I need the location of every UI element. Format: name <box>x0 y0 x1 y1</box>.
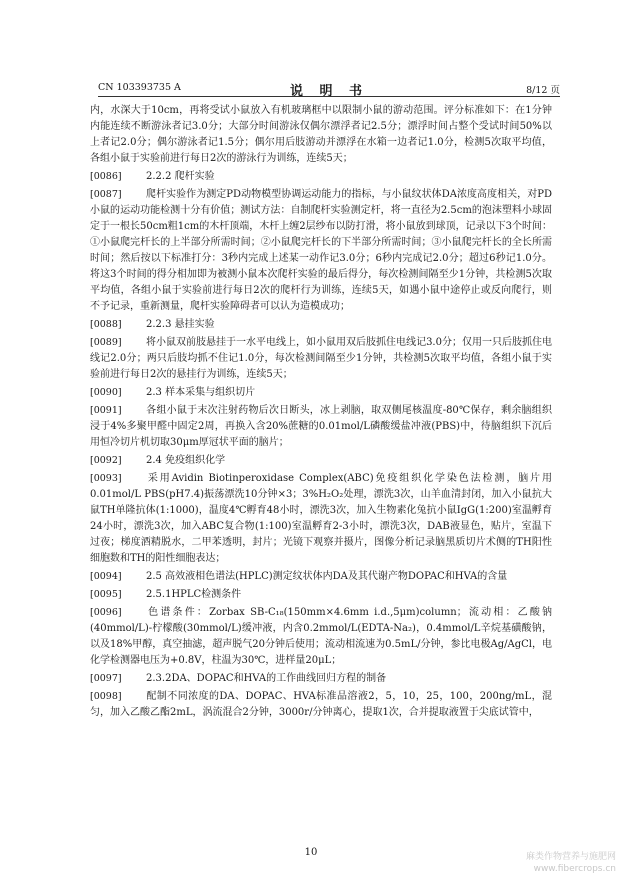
page-number: 10 <box>304 847 318 858</box>
paragraph-text: 内，水深大于10cm，再将受试小鼠放入有机玻璃框中以限制小鼠的游动范围。评分标准如下：在1分钟内能连续不断游泳者记3.0分；大部分时间游泳仅偶尔漂浮者记2.5分；漂浮时间占整个受试时间50%以上者记2.0分；偶尔游泳者记1.5分；偶尔用后肢游动并漂浮在水箱一边者记1.0分，检测5次取平均值，各组小鼠于实验前进行每日2次的游泳行为训练，连续5天； <box>90 105 552 164</box>
watermark-name: 麻类作物营养与施肥网 <box>525 852 616 862</box>
paragraph-text: 将小鼠双前肢悬挂于一水平电线上，如小鼠用双后肢抓住电线记3.0分；仅用一只后肢抓住电线记2.0分；两只后肢均抓不住记1.0分，每次检测间隔至少1分钟，共检测5次取平均值，各组小鼠于实验前进行每日2次的悬挂行为训练，连续5天； <box>90 337 552 380</box>
paragraph-text: 色谱条件：Zorbax SB-C₁₈(150mm×4.6mm i.d.,5μm)column；流动相：乙酸钠(40mmol/L)-柠檬酸(30mmol/L)缓冲液，内含0.2mmol/L(EDTA-Na₂)，0.4mmol/L辛烷基磺酸钠，以及18%甲醇，真空抽滤，超声脱气20分钟后使用；流动相流速为0.5mL/分钟，参比电极Ag/AgCl，电化学检测器电压为+0.8V，柱温为30℃，进样量20μL； <box>90 607 552 666</box>
paragraph-0087 <box>90 187 552 315</box>
paragraph-continuation <box>90 103 552 167</box>
header-rule <box>98 96 560 97</box>
patent-number: CN 103393735 A <box>98 82 181 93</box>
paragraph-0098 <box>90 689 552 721</box>
paragraph-number: [0093] <box>90 473 122 484</box>
paragraph-0086 <box>90 169 552 185</box>
document-body <box>90 103 552 723</box>
section-heading: 2.3.2DA、DOPAC和HVA的工作曲线回归方程的制备 <box>146 673 387 684</box>
paragraph-number: [0092] <box>90 455 122 466</box>
paragraph-0090 <box>90 385 552 401</box>
paragraph-text: 配制不同浓度的DA、DOPAC、HVA标准品溶液2，5，10，25，100，200ng/mL，混匀，加入乙酸乙酯2mL，涡流混合2分钟，3000r/分钟离心，提取1次，合并提取液置于尖底试管中， <box>90 691 552 718</box>
paragraph-text: 爬杆实验作为测定PD动物模型协调运动能力的指标，与小鼠纹状体DA浓度高度相关，对PD小鼠的运动功能检测十分有价值；测试方法：自制爬杆实验测定杆，将一直径为2.5cm的泡沫塑料小球固定于一根长50cm粗1cm的木杆顶端，木杆上缠2层纱布以防打滑，将小鼠放到球顶，记录以下3个时间：①小鼠爬完杆长的上半部分所需时间；②小鼠爬完杆长的下半部分所需时间；③小鼠爬完杆长的全长所需时间；然后按以下标准打分：3秒内完成上述某一动作记3.0分；6秒内完成记2.0分；超过6秒记1.0分。将这3个时间的得分相加即为被测小鼠本次爬杆实验的最后得分，每次检测间隔至少1分钟，共检测5次取平均值，各组小鼠于实验前进行每日2次的爬杆行为训练，连续5天，如遇小鼠中途停止或反向爬行，则不予记录，重新测量，爬杆实验障碍者可以认为造模成功； <box>90 189 552 312</box>
paragraph-number: [0097] <box>90 673 122 684</box>
paragraph-0093 <box>90 471 552 567</box>
paragraph-0089 <box>90 335 552 383</box>
paragraph-number: [0087] <box>90 189 122 200</box>
section-heading: 2.4 免疫组织化学 <box>146 455 226 466</box>
paragraph-number: [0094] <box>90 571 122 582</box>
paragraph-0091 <box>90 403 552 451</box>
paragraph-number: [0088] <box>90 319 122 330</box>
paragraph-number: [0090] <box>90 387 122 398</box>
paragraph-0096 <box>90 605 552 669</box>
paragraph-0092 <box>90 453 552 469</box>
page-indicator: 8/12 页 <box>526 85 560 96</box>
watermark-url: www.fibercrops.cn <box>533 864 616 874</box>
page-header <box>98 80 560 99</box>
paragraph-number: [0098] <box>90 691 122 702</box>
paragraph-0094 <box>90 569 552 585</box>
paragraph-number: [0095] <box>90 589 122 600</box>
section-heading: 2.5 高效液相色谱法(HPLC)测定纹状体内DA及其代谢产物DOPAC和HVA的含量 <box>146 571 508 582</box>
paragraph-0095 <box>90 587 552 603</box>
paragraph-0097 <box>90 671 552 687</box>
paragraph-0088 <box>90 317 552 333</box>
paragraph-text: 各组小鼠于末次注射药物后次日断头，冰上剥脑，取双侧尾核温度-80℃保存，剩余脑组织浸于4%多聚甲醛中固定2周，再换入含20%蔗糖的0.01mol/L磷酸缓盐冲液(PBS)中，待脑组织下沉后用恒冷切片机切取30μm厚冠状平面的脑片； <box>90 405 552 448</box>
section-heading: 2.2.3 悬挂实验 <box>146 319 215 330</box>
document-title: 说 明 书 <box>289 84 369 99</box>
paragraph-number: [0096] <box>90 607 122 618</box>
section-heading: 2.2.2 爬杆实验 <box>146 171 215 182</box>
section-heading: 2.5.1HPLC检测条件 <box>146 589 242 600</box>
site-watermark <box>506 851 616 875</box>
paragraph-number: [0086] <box>90 171 122 182</box>
paragraph-text: 采用Avidin Biotinperoxidase Complex(ABC)免疫组织化学染色法检测，脑片用0.01mol/L PBS(pH7.4)振荡漂洗10分钟×3；3%H₂O₂处理，漂洗3次，山羊血清封闭，加入小鼠抗大鼠TH单隆抗体(1:1000)，温度4℃孵育48小时，漂洗3次，加入生物素化兔抗小鼠IgG(1:200)室温孵育24小时，漂洗3次，加入ABC复合物(1:100)室温孵育2-3小时，漂洗3次，DAB液显色，贴片，室温下过夜；梯度酒精脱水，二甲苯透明，封片；光镜下观察并摄片，图像分析记录脑黑质切片术侧的TH阳性细胞数和TH的阳性细胞表达； <box>90 473 552 564</box>
paragraph-number: [0089] <box>90 337 122 348</box>
section-heading: 2.3 样本采集与组织切片 <box>146 387 256 398</box>
paragraph-number: [0091] <box>90 405 122 416</box>
